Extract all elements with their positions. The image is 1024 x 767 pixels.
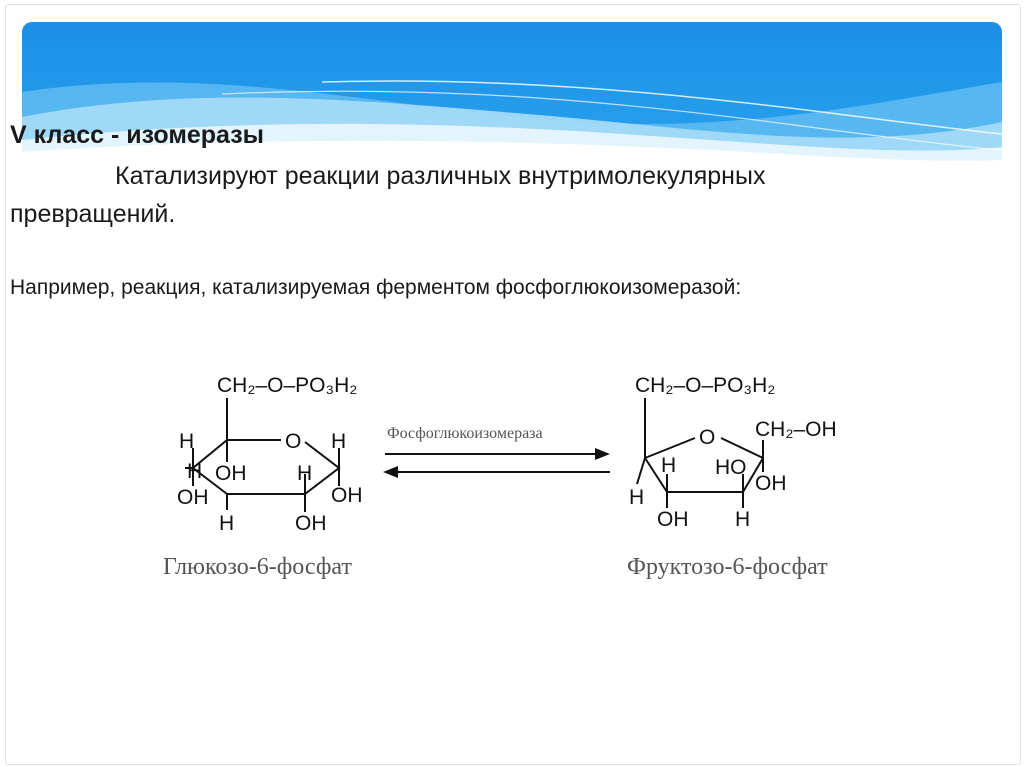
svg-text:O: O xyxy=(699,426,716,449)
fructose-6-phosphate-structure xyxy=(629,374,837,531)
svg-text:O: O xyxy=(285,430,302,453)
description-line-1: Катализируют реакции различных внутримолекулярных xyxy=(115,162,766,190)
svg-text:HO: HO xyxy=(715,456,747,479)
svg-text:OH: OH xyxy=(177,486,209,509)
enzyme-label: Фосфоглюкоизомераза xyxy=(387,425,543,442)
fructose-side-group: CH₂–OH xyxy=(755,418,837,441)
svg-text:OH: OH xyxy=(215,462,247,485)
glucose-ch2-group: CH₂–O–PO₃H₂ xyxy=(217,374,358,397)
svg-text:OH: OH xyxy=(657,508,689,531)
example-text: Например, реакция, катализируемая ферментом фосфоглюкоизомеразой: xyxy=(10,276,742,299)
product-caption: Фруктозо-6-фосфат xyxy=(627,554,828,580)
svg-text:H: H xyxy=(331,430,347,453)
svg-text:OH: OH xyxy=(755,472,787,495)
svg-text:H: H xyxy=(219,512,235,535)
svg-text:H: H xyxy=(297,462,313,485)
equilibrium-arrows xyxy=(383,425,610,478)
description-line-2: превращений. xyxy=(10,200,176,228)
svg-text:H: H xyxy=(179,430,195,453)
fructose-ch2-group: CH₂–O–PO₃H₂ xyxy=(635,374,776,397)
svg-text:OH: OH xyxy=(331,484,363,507)
svg-text:H: H xyxy=(661,454,677,477)
glucose-6-phosphate-structure xyxy=(177,374,363,535)
svg-text:H: H xyxy=(735,508,751,531)
svg-text:OH: OH xyxy=(295,512,327,535)
reaction-scheme xyxy=(155,362,895,597)
svg-text:H: H xyxy=(187,460,203,483)
svg-text:H: H xyxy=(629,486,645,509)
slide-title: V класс - изомеразы xyxy=(10,121,265,149)
substrate-caption: Глюкозо-6-фосфат xyxy=(163,554,352,580)
